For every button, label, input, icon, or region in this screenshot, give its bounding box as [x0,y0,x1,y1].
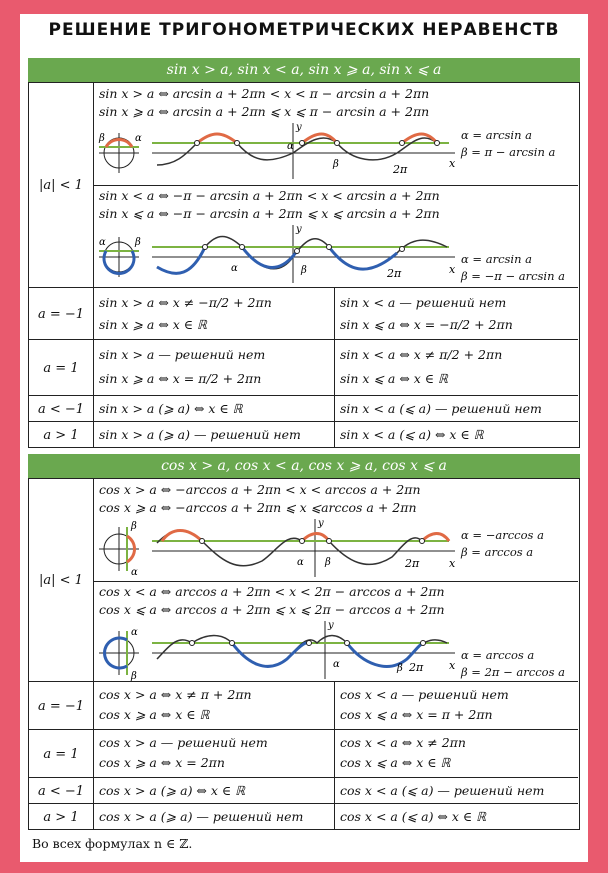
right-cell-line1: cos x < a ⇔ x ≠ 2πn [340,735,466,750]
cos-g2-beta: β [397,663,403,674]
sin-table [28,82,580,448]
row-label: a > 1 [29,804,94,830]
cos-g1-y-label: y [318,518,324,529]
cos-g2-line1: cos x < a ⇔ arccos a + 2πn < x < 2π − arccos a + 2πn [99,584,445,599]
cos-graph-less [97,619,457,681]
cos-row-a-1 [29,729,578,778]
right-cell: cos x < a (⩽ a) — решений нет [340,783,545,798]
sin-abs-label: |a| < 1 [29,83,94,287]
sin-g1-y-label: y [296,122,302,133]
cos-g1-x-label: x [449,557,456,570]
sin-g1-line1: sin x > a ⇔ arcsin a + 2πn < x < π − arcsin a + 2πn [99,86,430,101]
right-cell: sin x < a (⩽ a) ⇔ x ∈ ℝ [340,427,484,442]
left-cell-line2: sin x ⩾ a ⇔ x ∈ ℝ [99,317,207,332]
sin-row-a-minus1 [29,287,578,340]
cos-g1-alpha: α [297,557,304,568]
row-label: a < −1 [29,396,94,422]
row-label: a < −1 [29,778,94,804]
left-cell-line1: cos x > a — решений нет [99,735,268,750]
cos-g2-circle-alpha: α [131,627,138,638]
left-cell: sin x > a (⩾ a) — решений нет [99,427,301,442]
row-label: a = 1 [29,730,94,778]
cos-g2-x-label: x [449,659,456,672]
right-cell-line1: sin x < a — решений нет [340,295,507,310]
cos-g1-circle-alpha: α [131,567,138,578]
sin-g1-circle-alpha: α [135,133,142,144]
right-cell-line1: cos x < a — решений нет [340,687,509,702]
left-cell-line2: sin x ⩾ a ⇔ x = π/2 + 2πn [99,371,262,386]
right-cell: cos x < a (⩽ a) ⇔ x ∈ ℝ [340,809,487,824]
sin-g1-alpha: α [287,141,294,152]
left-cell: sin x > a (⩾ a) ⇔ x ∈ ℝ [99,401,243,416]
cos-graph-greater [97,517,457,579]
sin-g2-2pi: 2π [387,267,402,280]
cos-row-a-minus1 [29,681,578,730]
cos-g2-note2: β = 2π − arccos a [461,665,565,679]
left-cell-line1: sin x > a — решений нет [99,347,266,362]
cos-g2-circle-beta: β [131,671,137,681]
cos-g1-2pi: 2π [405,557,420,570]
sin-g1-2pi: 2π [393,163,408,176]
sin-g2-circle-beta: β [135,237,141,248]
sin-g1-x-label: x [449,157,456,170]
page-title: РЕШЕНИЕ ТРИГОНОМЕТРИЧЕСКИХ НЕРАВЕНСТВ [48,20,560,40]
sin-g1-beta: β [333,159,339,170]
left-cell-line1: sin x > a ⇔ x ≠ −π/2 + 2πn [99,295,272,310]
sin-g2-beta: β [301,265,307,276]
row-label: a > 1 [29,422,94,448]
row-label: a = −1 [29,288,94,340]
sin-g1-note1: α = arcsin a [461,128,533,142]
sin-g2-line2: sin x ⩽ a ⇔ −π − arcsin a + 2πn ⩽ x ⩽ arcsin a + 2πn [99,206,440,221]
sin-row-a-greater-1 [29,421,578,448]
sin-g2-line1: sin x < a ⇔ −π − arcsin a + 2πn < x < arcsin a + 2πn [99,188,440,203]
right-cell-line1: sin x < a ⇔ x ≠ π/2 + 2πn [340,347,503,362]
sin-section-header: sin x > a, sin x < a, sin x ⩾ a, sin x ⩽ a [28,58,580,82]
sin-g1-circle-beta: β [99,133,105,144]
cos-g1-note1: α = −arccos a [461,528,544,542]
right-cell-line2: sin x ⩽ a ⇔ x = −π/2 + 2πn [340,317,513,332]
sin-g2-alpha: α [231,263,238,274]
cos-g2-y-label: y [328,620,334,631]
cos-g1-beta: β [325,557,331,568]
cos-abs-label: |a| < 1 [29,479,94,681]
poster-card [20,14,588,862]
sin-g1-line2: sin x ⩾ a ⇔ arcsin a + 2πn ⩽ x ⩽ π − arcsin a + 2πn [99,104,430,119]
sin-row-a-1 [29,339,578,396]
cos-row-a-less-minus1 [29,777,578,804]
left-cell-line2: cos x ⩾ a ⇔ x = 2πn [99,755,225,770]
footer-note: Во всех формулах n ∈ ℤ. [32,836,193,851]
sin-row-a-less-minus1 [29,395,578,422]
cos-g1-line1: cos x > a ⇔ −arccos a + 2πn < x < arccos a + 2πn [99,482,421,497]
cos-g2-2pi: 2π [409,661,424,674]
cos-g1-line2: cos x ⩾ a ⇔ −arccos a + 2πn ⩽ x ⩽arccos a + 2πn [99,500,417,515]
cos-g2-note1: α = arccos a [461,648,535,662]
sin-g1-note2: β = π − arcsin a [461,145,556,159]
left-cell-line1: cos x > a ⇔ x ≠ π + 2πn [99,687,252,702]
cos-section-header: cos x > a, cos x < a, cos x ⩾ a, cos x ⩽ a [28,454,580,478]
left-cell-line2: cos x ⩾ a ⇔ x ∈ ℝ [99,707,210,722]
sin-g2-x-label: x [449,263,456,276]
sin-graph-less [97,223,457,285]
row-label: a = 1 [29,340,94,396]
cos-g2-line2: cos x ⩽ a ⇔ arccos a + 2πn ⩽ x ⩽ 2π − arccos a + 2πn [99,602,445,617]
right-cell: sin x < a (⩽ a) — решений нет [340,401,542,416]
right-cell-line2: sin x ⩽ a ⇔ x ∈ ℝ [340,371,448,386]
sin-g2-note1: α = arcsin a [461,252,533,266]
cos-g1-note2: β = arccos a [461,545,534,559]
cos-row-a-greater-1 [29,803,578,830]
right-cell-line2: cos x ⩽ a ⇔ x = π + 2πn [340,707,493,722]
cos-g1-circle-beta: β [131,521,137,532]
sin-g2-circle-alpha: α [99,237,106,248]
left-cell: cos x > a (⩾ a) ⇔ x ∈ ℝ [99,783,246,798]
row-label: a = −1 [29,682,94,730]
sin-graph-greater [97,121,457,181]
left-cell: cos x > a (⩾ a) — решений нет [99,809,304,824]
cos-g2-alpha: α [333,659,340,670]
sin-g2-note2: β = −π − arcsin a [461,269,566,283]
cos-table [28,478,580,830]
right-cell-line2: cos x ⩽ a ⇔ x ∈ ℝ [340,755,451,770]
sin-g2-y-label: y [296,224,302,235]
